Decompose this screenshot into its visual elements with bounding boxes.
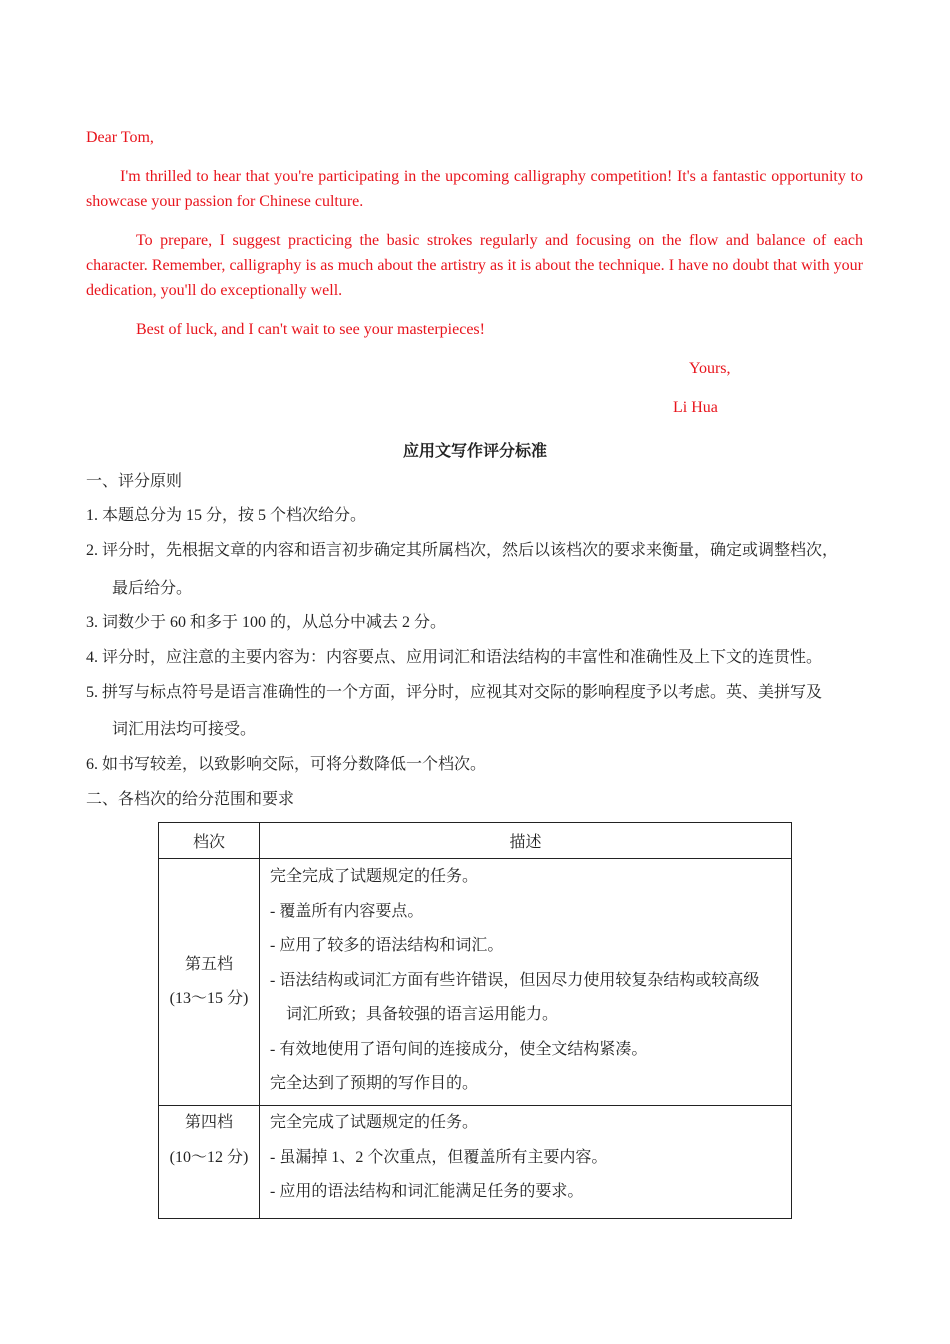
table-row (159, 1106, 792, 1219)
principle-item: 1. 本题总分为 15 分，按 5 个档次给分。 (86, 507, 367, 524)
section-2-heading: 二、各档次的给分范围和要求 (86, 791, 295, 808)
level-name: 第四档 (184, 1114, 233, 1131)
description-line: - 覆盖所有内容要点。 (270, 902, 424, 920)
header-level: 档次 (159, 823, 260, 859)
description-line: - 语法结构或词汇方面有些许错误，但因尽力使用较复杂结构或较高级 (270, 971, 760, 989)
principle-item-continuation: 最后给分。 (112, 580, 193, 597)
level-range: (10～12 分) (169, 1148, 249, 1166)
letter-greeting: Dear Tom, (86, 129, 154, 146)
letter-paragraph-1: I'm thrilled to hear that you're participating in the upcoming calligraphy competition! It's a fantastic opportunity to showcase your passion for Chinese culture. (86, 168, 863, 210)
description-line: - 应用的语法结构和词汇能满足任务的要求。 (270, 1183, 584, 1200)
description-line: - 应用了较多的语法结构和词汇。 (270, 937, 504, 954)
description-cell (260, 859, 792, 1106)
letter-paragraph-3: Best of luck, and I can't wait to see your masterpieces! (136, 321, 485, 338)
principle-item: 2. 评分时，先根据文章的内容和语言初步确定其所属档次，然后以该档次的要求来衡量，确定或调整档次， (86, 542, 839, 559)
description-line: - 有效地使用了语句间的连接成分，使全文结构紧凑。 (270, 1040, 648, 1058)
letter-paragraph-2: To prepare, I suggest practicing the basic strokes regularly and focusing on the flow and balance of each character. Remember, calligraphy is as much about the artistry as it is about the technique. I have no doubt that with your dedication, you'll do exceptionally well. (86, 232, 863, 299)
grade-table (158, 822, 792, 1219)
header-description: 描述 (260, 823, 792, 859)
section-1-heading: 一、评分原则 (86, 473, 183, 490)
description-line: 完全完成了试题规定的任务。 (270, 1114, 479, 1131)
table-row (159, 859, 792, 1106)
level-cell (159, 859, 260, 1106)
principle-item: 5. 拼写与标点符号是语言准确性的一个方面，评分时，应视其对交际的影响程度予以考虑。英、美拼写及 (86, 684, 823, 701)
letter-closing: Yours, (689, 360, 731, 377)
table-header-row (159, 823, 792, 859)
level-range: (13～15 分) (169, 990, 249, 1007)
principle-item: 4. 评分时，应注意的主要内容为：内容要点、应用词汇和语法结构的丰富性和准确性及上下文的连贯性。 (86, 649, 823, 666)
description-cell (260, 1106, 792, 1219)
letter-signature: Li Hua (673, 399, 718, 416)
description-line-continuation: 词汇所致；具备较强的语言运用能力。 (286, 1006, 559, 1023)
level-name: 第五档 (184, 955, 233, 973)
description-line: - 虽漏掉 1、2 个次重点，但覆盖所有主要内容。 (270, 1148, 608, 1166)
rubric-title: 应用文写作评分标准 (402, 443, 547, 460)
principle-item: 3. 词数少于 60 和多于 100 的，从总分中减去 2 分。 (86, 614, 447, 631)
description-line: 完全达到了预期的写作目的。 (270, 1075, 479, 1092)
description-line: 完全完成了试题规定的任务。 (270, 868, 479, 885)
level-cell (159, 1106, 260, 1219)
principle-item: 6. 如书写较差，以致影响交际，可将分数降低一个档次。 (86, 756, 487, 773)
principle-item-continuation: 词汇用法均可接受。 (112, 721, 257, 738)
